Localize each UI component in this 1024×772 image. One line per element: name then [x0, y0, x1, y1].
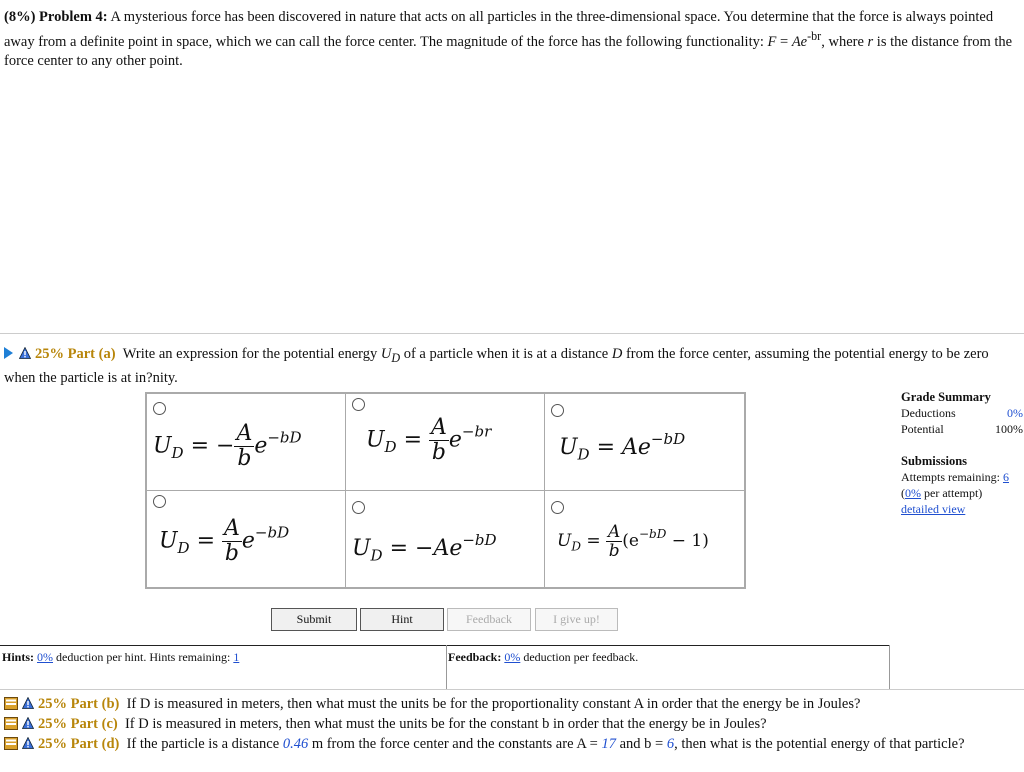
- part-d-label: 25% Part (d): [38, 736, 120, 752]
- hints-label: Hints:: [2, 650, 35, 664]
- hints-bar: [2, 650, 239, 665]
- book-icon: [4, 717, 18, 730]
- choice-3-equation: $U_D = Ae^{-bD}$: [559, 430, 686, 464]
- submit-button[interactable]: Submit: [271, 608, 357, 631]
- part-d-text-1: If the particle is a distance: [126, 736, 280, 752]
- choice-5-equation: $U_D = -Ae^{-bD}$: [352, 531, 497, 565]
- book-icon: [4, 737, 18, 750]
- part-a-text-3: from the force center, assuming the potential energy to be zero when the particle is at in?nity.: [4, 346, 989, 386]
- choice-6-equation: $U_D$ = $\frac{A}{b}$ $(e^{-bD} - 1)$: [557, 522, 709, 561]
- problem-title: Problem 4:: [39, 9, 108, 25]
- choice-1-radio[interactable]: [153, 402, 166, 415]
- warning-icon: [22, 717, 34, 729]
- choice-2[interactable]: [345, 393, 545, 491]
- feedback-right-border: [889, 645, 890, 689]
- feedback-label: Feedback:: [448, 650, 502, 664]
- formula-exponent: -br: [807, 29, 822, 43]
- problem-weight: (8%): [4, 9, 36, 25]
- part-b[interactable]: [4, 694, 1022, 714]
- part-c-label: 25% Part (c): [38, 716, 118, 732]
- attempts-label: Attempts remaining:: [901, 470, 1000, 484]
- part-a-symbol: $U_D$: [380, 346, 401, 365]
- play-icon[interactable]: [4, 347, 13, 359]
- choice-2-radio[interactable]: [352, 398, 365, 411]
- hints-top-border: [0, 645, 890, 646]
- part-a-text: Write an expression for the potential energy: [122, 346, 378, 362]
- potential-label: Potential: [901, 422, 944, 436]
- hints-text: deduction per hint. Hints remaining:: [56, 650, 231, 664]
- detailed-view-link[interactable]: detailed view: [901, 502, 966, 516]
- divider: [0, 333, 1024, 334]
- grade-summary-title: Grade Summary: [901, 390, 991, 404]
- choice-4[interactable]: [146, 490, 346, 588]
- choice-5-radio[interactable]: [352, 501, 365, 514]
- hints-remaining: 1: [233, 650, 240, 664]
- per-attempt-label: per attempt): [924, 486, 983, 500]
- per-attempt-pct: 0%: [905, 486, 921, 500]
- divider-2: [0, 689, 1024, 690]
- hint-button[interactable]: Hint: [360, 608, 444, 631]
- part-c[interactable]: [4, 714, 1022, 734]
- formula-equals: =: [776, 33, 792, 50]
- part-d-text-3: and b =: [619, 736, 664, 752]
- part-a-text-2: of a particle when it is at a distance: [403, 346, 609, 362]
- choice-4-equation: $U_D$ = $\frac{A}{b}$ $e^{-bD}$: [159, 516, 290, 566]
- choice-1[interactable]: [146, 393, 346, 491]
- feedback-text: deduction per feedback.: [523, 650, 639, 664]
- warning-icon: [22, 737, 34, 749]
- part-a-var-D: D: [611, 346, 623, 362]
- choice-grid: [145, 392, 746, 589]
- part-d-distance: 0.46: [282, 736, 309, 752]
- choice-2-equation: $U_D$ = $\frac{A}{b}$ $e^{-br}$: [366, 415, 492, 465]
- part-a-label: 25% Part (a): [35, 346, 116, 362]
- choice-6[interactable]: [544, 490, 745, 588]
- choice-1-equation: $U_D$ = − $\frac{A}{b}$ $e^{-bD}$: [153, 421, 302, 471]
- problem-text-2: , where: [821, 33, 864, 50]
- submissions-title: Submissions: [901, 454, 968, 468]
- choice-3-radio[interactable]: [551, 404, 564, 417]
- paren: (: [901, 486, 905, 500]
- warning-icon: [22, 697, 34, 709]
- feedback-divider: [446, 645, 447, 689]
- choice-4-radio[interactable]: [153, 495, 166, 508]
- give-up-button: I give up!: [535, 608, 618, 631]
- problem-text-3: is the distance from the force center to any other point.: [4, 33, 1013, 69]
- deductions-value: 0%: [1007, 406, 1023, 420]
- part-d-text-4: , then what is the potential energy of that particle?: [674, 736, 965, 752]
- problem-text: A mysterious force has been discovered in nature that acts on all particles in the three-dimensional space. You determine that the force is always pointed away from a definite point in space, which we can call the force center. The magnitude of the force has the following functionality:: [4, 9, 994, 50]
- part-c-text: If D is measured in meters, then what must the units be for the constant b in order that the energy be in Joules?: [124, 716, 767, 732]
- hints-pct: 0%: [37, 650, 54, 664]
- feedback-pct: 0%: [504, 650, 521, 664]
- book-icon: [4, 697, 18, 710]
- choice-6-radio[interactable]: [551, 501, 564, 514]
- part-b-text: If D is measured in meters, then what must the units be for the proportionality constant A in order that the energy be in Joules?: [126, 696, 861, 712]
- problem-statement: [4, 8, 1019, 71]
- part-a: [4, 344, 1022, 388]
- part-d[interactable]: [4, 734, 1022, 754]
- part-b-label: 25% Part (b): [38, 696, 120, 712]
- part-d-b: 6: [666, 736, 675, 752]
- feedback-bar: [448, 650, 638, 665]
- part-d-text-2: m from the force center and the constants are A =: [311, 736, 598, 752]
- feedback-button: Feedback: [447, 608, 531, 631]
- grade-summary: [901, 389, 1023, 517]
- choice-5[interactable]: [345, 490, 545, 588]
- formula-Ae: Ae: [791, 33, 808, 50]
- var-r: r: [867, 33, 874, 50]
- formula-F: F: [767, 33, 777, 50]
- part-d-A: 17: [601, 736, 616, 752]
- deductions-label: Deductions: [901, 406, 956, 420]
- attempts-value: 6: [1002, 470, 1009, 484]
- choice-3[interactable]: [544, 393, 745, 491]
- other-parts: [4, 694, 1022, 754]
- potential-value: 100%: [995, 422, 1023, 436]
- warning-icon: [19, 347, 31, 359]
